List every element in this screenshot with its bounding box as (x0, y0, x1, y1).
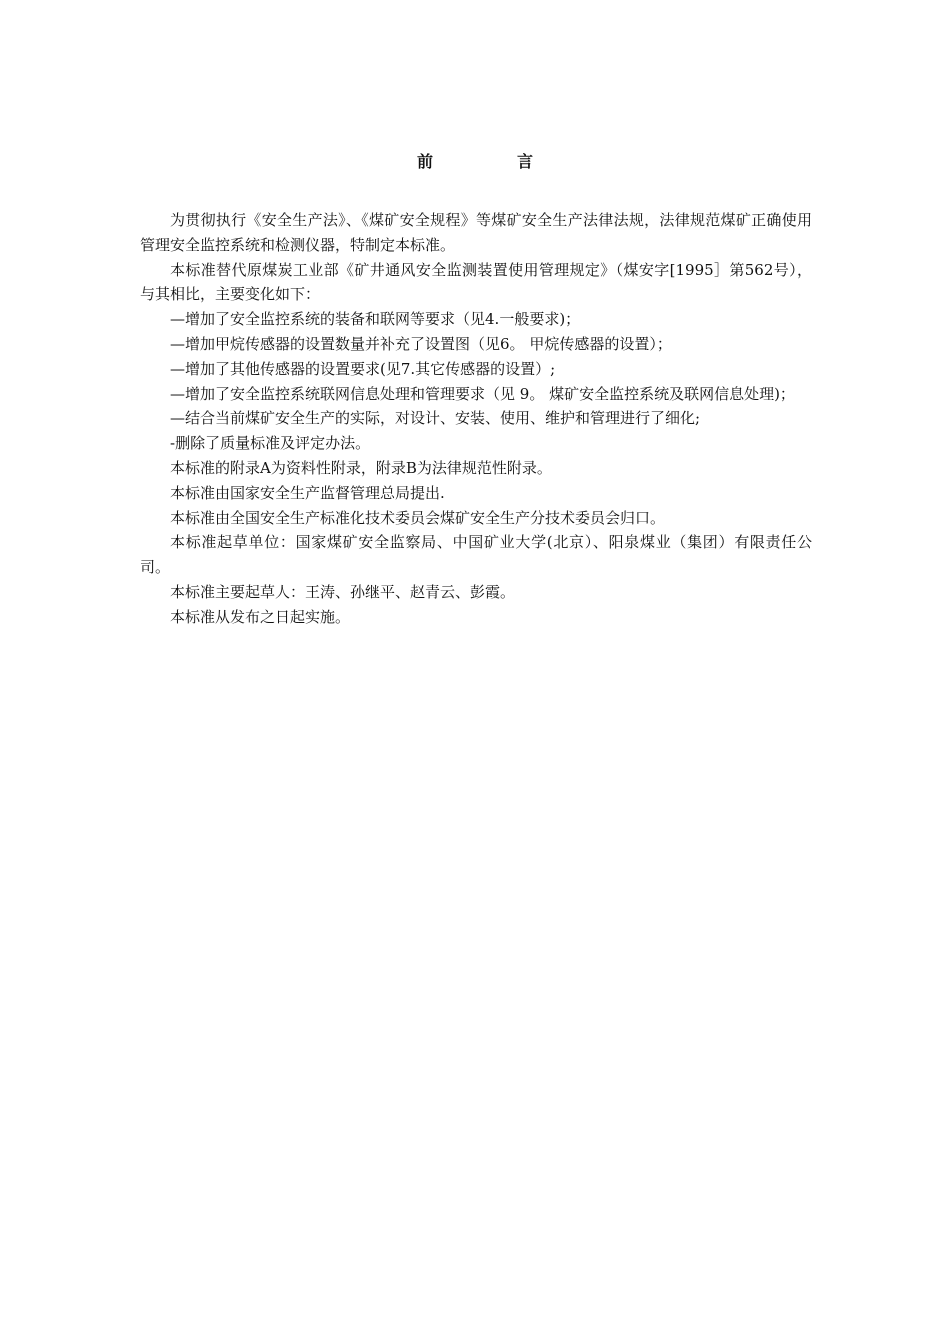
document-body (140, 208, 812, 630)
paragraph-drafters: 本标准主要起草人：王涛、孙继平、赵青云、彭霞。 (170, 582, 516, 601)
change-item: -删除了质量标准及评定办法。 (170, 434, 371, 453)
page-title: 前 言 (416, 152, 567, 171)
change-item: —增加了其他传感器的设置要求(见7.其它传感器的设置）; (170, 359, 556, 378)
paragraph-drafting-units: 本标准起草单位：国家煤矿安全监察局、中国矿业大学(北京）、阳泉煤业（集团）有限责任公司。 (140, 533, 812, 577)
paragraph-purpose: 为贯彻执行《安全生产法》、《煤矿安全规程》等煤矿安全生产法律法规，法律规范煤矿正确使用管理安全监控系统和检测仪器，特制定本标准。 (140, 211, 812, 254)
paragraph-committee: 本标准由全国安全生产标准化技术委员会煤矿安全生产分技术委员会归口。 (170, 508, 666, 527)
change-item: —增加了安全监控系统联网信息处理和管理要求（见 9。 煤矿安全监控系统及联网信息处理)； (170, 384, 795, 403)
paragraph-proposer: 本标准由国家安全生产监督管理总局提出. (170, 483, 445, 502)
change-item: —增加甲烷传感器的设置数量并补充了设置图（见6。 甲烷传感器的设置）； (170, 334, 672, 353)
paragraph-effective-date: 本标准从发布之日起实施。 (170, 607, 351, 626)
paragraph-appendix: 本标准的附录A为资料性附录，附录B为法律规范性附录。 (170, 458, 552, 477)
change-item: —结合当前煤矿安全生产的实际，对设计、安装、使用、维护和管理进行了细化; (170, 409, 701, 428)
paragraph-replacement: 本标准替代原煤炭工业部《矿井通风安全监测装置使用管理规定》（煤安字[1995］第562号），与其相比，主要变化如下： (140, 260, 812, 304)
change-item: —增加了安全监控系统的装备和联网等要求（见4.一般要求)； (170, 310, 581, 329)
